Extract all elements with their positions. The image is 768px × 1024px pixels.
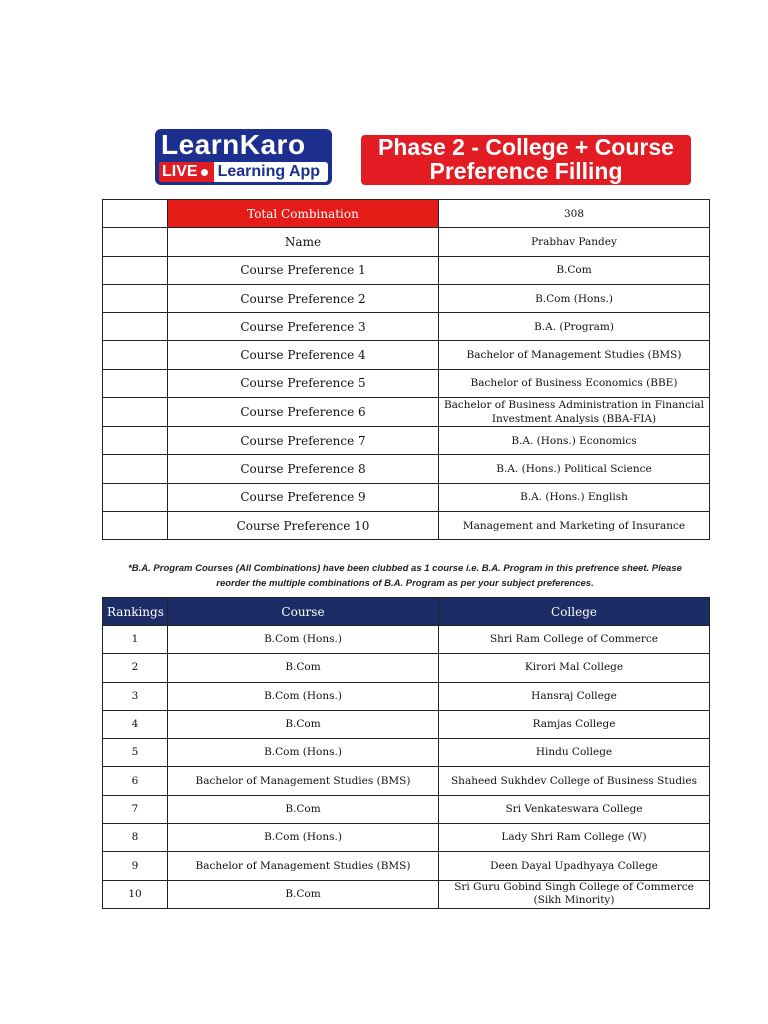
ranking-row (103, 626, 710, 654)
summary-value: B.Com (439, 256, 710, 284)
ranking-rank-cell: 6 (103, 767, 168, 795)
ranking-course-cell: Bachelor of Management Studies (BMS) (168, 852, 439, 880)
summary-blank-cell (103, 228, 168, 256)
summary-value: B.A. (Hons.) Economics (439, 427, 710, 455)
live-dot-icon (201, 169, 208, 176)
ranking-rank-cell: 5 (103, 739, 168, 767)
summary-value: Bachelor of Business Economics (BBE) (439, 369, 710, 397)
summary-blank-cell (103, 511, 168, 539)
summary-blank-cell (103, 427, 168, 455)
summary-blank-cell (103, 200, 168, 228)
summary-row (103, 511, 710, 539)
ranking-rank-cell: 7 (103, 795, 168, 823)
ranking-rank-cell: 9 (103, 852, 168, 880)
ranking-college-cell: Sri Guru Gobind Singh College of Commerce (Sikh Minority) (439, 880, 710, 908)
summary-row (103, 341, 710, 369)
summary-value: Prabhav Pandey (439, 228, 710, 256)
logo-subline (159, 162, 328, 182)
ranking-college-cell: Hindu College (439, 739, 710, 767)
summary-value: B.Com (Hons.) (439, 284, 710, 312)
learnkaro-logo (155, 129, 332, 185)
ranking-row (103, 767, 710, 795)
summary-row (103, 313, 710, 341)
summary-blank-cell (103, 341, 168, 369)
summary-blank-cell (103, 284, 168, 312)
summary-row (103, 256, 710, 284)
summary-label: Course Preference 7 (168, 427, 439, 455)
program-note-line2: reorder the multiple combinations of B.A. Program as per your subject preferences. (216, 578, 594, 589)
ranking-course-cell: B.Com (Hons.) (168, 626, 439, 654)
phase-banner-line2: Preference Filling (429, 158, 623, 184)
summary-blank-cell (103, 369, 168, 397)
summary-label: Course Preference 10 (168, 511, 439, 539)
ranking-course-cell: B.Com (168, 880, 439, 908)
summary-label: Course Preference 9 (168, 483, 439, 511)
live-text: LIVE (162, 163, 198, 180)
ranking-row (103, 682, 710, 710)
header (155, 129, 695, 187)
live-badge (159, 162, 214, 182)
ranking-row (103, 795, 710, 823)
summary-label: Course Preference 4 (168, 341, 439, 369)
summary-value: B.A. (Hons.) Political Science (439, 455, 710, 483)
rankings-header: Rankings (103, 598, 168, 626)
logo-brand: LearnKaro (161, 129, 306, 160)
summary-value: B.A. (Hons.) English (439, 483, 710, 511)
summary-value: Management and Marketing of Insurance (439, 511, 710, 539)
phase-banner-line1: Phase 2 - College + Course (378, 134, 674, 160)
ranking-college-cell: Sri Venkateswara College (439, 795, 710, 823)
summary-label: Course Preference 1 (168, 256, 439, 284)
ranking-course-cell: B.Com (168, 710, 439, 738)
ranking-rank-cell: 3 (103, 682, 168, 710)
course-header: Course (168, 598, 439, 626)
summary-table (102, 199, 710, 540)
ranking-course-cell: B.Com (Hons.) (168, 824, 439, 852)
ranking-row (103, 739, 710, 767)
ranking-rank-cell: 10 (103, 880, 168, 908)
summary-blank-cell (103, 455, 168, 483)
ranking-course-cell: B.Com (168, 654, 439, 682)
ranking-rank-cell: 4 (103, 710, 168, 738)
ranking-rank-cell: 8 (103, 824, 168, 852)
summary-value: B.A. (Program) (439, 313, 710, 341)
ranking-college-cell: Shaheed Sukhdev College of Business Studies (439, 767, 710, 795)
summary-label: Course Preference 8 (168, 455, 439, 483)
summary-blank-cell (103, 483, 168, 511)
ranking-college-cell: Kirori Mal College (439, 654, 710, 682)
ranking-college-cell: Lady Shri Ram College (W) (439, 824, 710, 852)
college-header: College (439, 598, 710, 626)
summary-row (103, 284, 710, 312)
ranking-course-cell: B.Com (Hons.) (168, 682, 439, 710)
summary-value: Bachelor of Business Administration in Financial Investment Analysis (BBA-FIA) (439, 398, 710, 427)
summary-row (103, 369, 710, 397)
total-combination-label: Total Combination (168, 200, 439, 228)
summary-row (103, 483, 710, 511)
summary-blank-cell (103, 256, 168, 284)
summary-row (103, 398, 710, 427)
summary-label: Name (168, 228, 439, 256)
ranking-row (103, 710, 710, 738)
ranking-college-cell: Ramjas College (439, 710, 710, 738)
phase-banner (361, 135, 691, 185)
rankings-table (102, 597, 710, 909)
summary-label: Course Preference 3 (168, 313, 439, 341)
logo-tagline: Learning App (217, 163, 321, 180)
ranking-course-cell: B.Com (168, 795, 439, 823)
program-note-line1: *B.A. Program Courses (All Combinations) have been clubbed as 1 course i.e. B.A. Program in this prefrence sheet. Please (128, 563, 682, 574)
summary-row (103, 200, 710, 228)
ranking-college-cell: Shri Ram College of Commerce (439, 626, 710, 654)
summary-blank-cell (103, 398, 168, 427)
rankings-header-row (103, 598, 710, 626)
ranking-rank-cell: 2 (103, 654, 168, 682)
summary-value: Bachelor of Management Studies (BMS) (439, 341, 710, 369)
ranking-row (103, 824, 710, 852)
ranking-row (103, 654, 710, 682)
summary-row (103, 427, 710, 455)
summary-row (103, 228, 710, 256)
total-combination-value: 308 (439, 200, 710, 228)
summary-label: Course Preference 2 (168, 284, 439, 312)
ranking-course-cell: Bachelor of Management Studies (BMS) (168, 767, 439, 795)
ranking-college-cell: Deen Dayal Upadhyaya College (439, 852, 710, 880)
summary-label: Course Preference 5 (168, 369, 439, 397)
summary-row (103, 455, 710, 483)
ranking-college-cell: Hansraj College (439, 682, 710, 710)
ranking-row (103, 880, 710, 908)
ranking-rank-cell: 1 (103, 626, 168, 654)
summary-label: Course Preference 6 (168, 398, 439, 427)
program-note (110, 561, 700, 591)
ranking-course-cell: B.Com (Hons.) (168, 739, 439, 767)
summary-blank-cell (103, 313, 168, 341)
ranking-row (103, 852, 710, 880)
